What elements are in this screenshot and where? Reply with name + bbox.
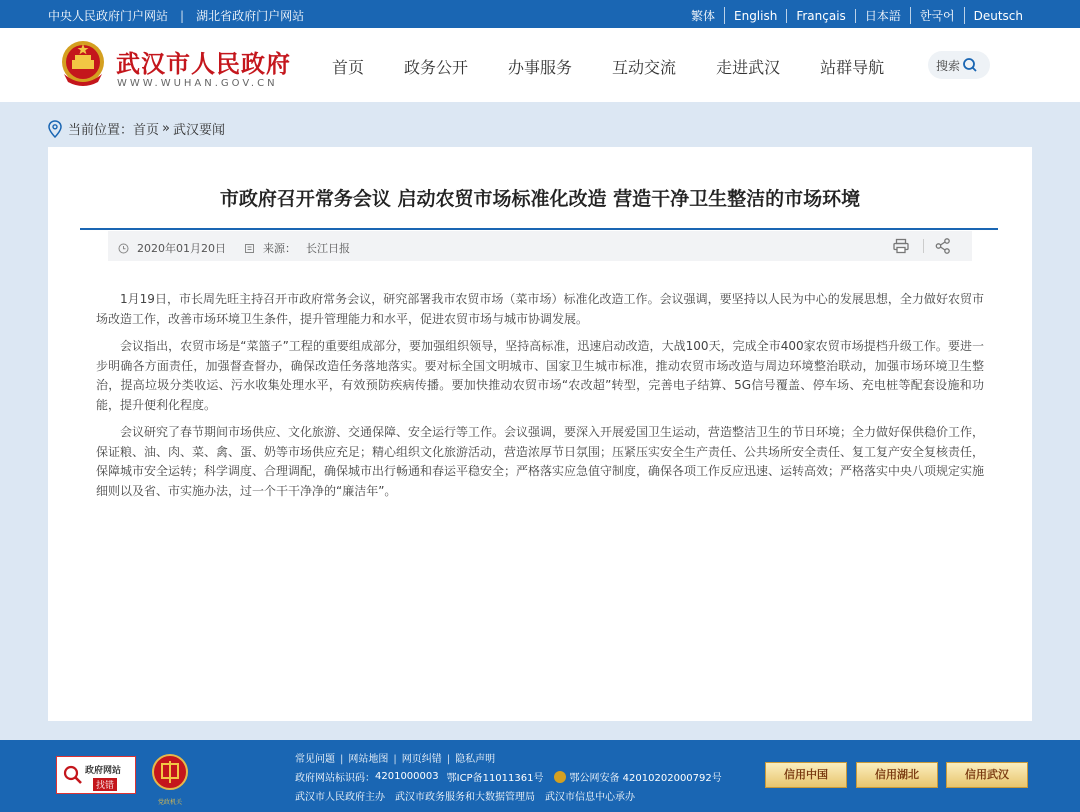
divider: |: [180, 8, 185, 23]
breadcrumb: [48, 119, 225, 138]
host-org: 武汉市人民政府主办: [295, 792, 385, 803]
link-central-gov[interactable]: 中央人民政府门户网站: [48, 9, 169, 23]
undertaker-org: 武汉市信息中心承办: [545, 792, 635, 803]
nav-about-wuhan[interactable]: 走进武汉: [716, 58, 781, 77]
site-id: 4201000003: [375, 771, 439, 782]
article-paragraph: 会议指出，农贸市场是“菜篮子”工程的重要组成部分，要加强组织领导，坚持高标准，迅速启动改造，大战100天，完成全市400家农贸市场提档升级工作。要进一步明确各方面责任，加强督查督办，确保改造任务落地落实。要对标全国文明城市、国家卫生城市标准，推动农贸市场改造与周边环境整治联动，加强市场环境卫生整治，提高垃圾分类收运、污水收集处理水平，有效预防疾病传播。要加快推动农贸市场“农改超”转型，完善电子结算、5G信号覆盖、停车场、充电桩等配套设施和功能，提升便利化程度。: [96, 339, 984, 412]
meta-divider: [923, 239, 924, 253]
breadcrumb-label: 当前位置：: [68, 123, 134, 138]
footer-host: [295, 788, 645, 803]
breadcrumb-separator: »: [162, 121, 170, 136]
police-number[interactable]: 鄂公网安备 42010202000792号: [569, 773, 722, 784]
lang-german[interactable]: Deutsch: [973, 8, 1023, 23]
search-input[interactable]: [928, 51, 990, 79]
nav-site-group[interactable]: 站群导航: [820, 58, 885, 77]
language-switcher: [682, 7, 1032, 24]
nav-home[interactable]: 首页: [332, 58, 365, 77]
print-icon[interactable]: [892, 237, 910, 255]
search-placeholder: 搜索: [936, 58, 961, 73]
footer-registration: [295, 769, 730, 784]
site-domain: WWW.WUHAN.GOV.CN: [117, 78, 278, 89]
top-bar: [0, 0, 1080, 28]
police-badge-icon: [554, 771, 566, 783]
site-name[interactable]: 武汉市人民政府: [116, 49, 291, 78]
nav-services[interactable]: 办事服务: [508, 58, 573, 77]
footer-link-report-error[interactable]: 网页纠错 |: [402, 750, 455, 765]
footer-link-privacy[interactable]: 隐私声明: [455, 754, 496, 765]
lang-traditional[interactable]: 繁体: [682, 7, 725, 24]
party-badge-label: 党政机关: [157, 799, 182, 806]
magnifier-icon: [63, 765, 83, 785]
lang-korean[interactable]: 한국어: [911, 7, 965, 24]
footer-link-sitemap[interactable]: 网站地图 |: [348, 750, 401, 765]
search-icon[interactable]: [962, 57, 978, 73]
article-body: [96, 290, 984, 509]
footer-links: [295, 750, 495, 765]
source-label: 来源：: [263, 242, 296, 255]
site-id-label: 政府网站标识码：: [295, 773, 375, 784]
clock-icon: [118, 243, 129, 254]
party-gov-badge-icon[interactable]: [151, 753, 189, 797]
badge-line1: 政府网站: [85, 766, 122, 776]
title-divider: [80, 228, 998, 230]
article-paragraph: 会议研究了春节期间市场供应、文化旅游、交通保障、安全运行等工作。会议强调，要深入开展爱国卫生运动，营造整洁卫生的节日环境；全力做好保供稳价工作，保证粮、油、肉、菜、禽、蛋、奶等市场供应充足；精心组织文化旅游活动，营造浓厚节日氛围；压紧压实安全生产责任、公共场所安全责任、复工复产安全复核责任，保障城市安全运转；科学调度、合理调配，确保城市出行畅通和春运平稳安全；严格落实应急值守制度，确保各项工作反应迅速、运转高效；严格落实中央八项规定实施细则以及省、市实施办法，过一个干干净净的“廉洁年”。: [96, 425, 985, 498]
gov-site-error-badge[interactable]: [56, 756, 136, 794]
article-card: [48, 147, 1032, 721]
article-meta-bar: [108, 231, 972, 261]
share-icon[interactable]: [934, 237, 952, 255]
breadcrumb-section[interactable]: 武汉要闻: [173, 123, 226, 138]
main-nav: [332, 55, 924, 78]
credit-wuhan-banner[interactable]: 信用武汉: [946, 762, 1028, 788]
lang-french[interactable]: Français: [787, 9, 855, 23]
location-pin-icon: [48, 120, 62, 138]
breadcrumb-home[interactable]: 首页: [133, 123, 160, 138]
site-footer: [0, 740, 1080, 812]
article-title: 市政府召开常务会议 启动农贸市场标准化改造 营造干净卫生整洁的市场环境: [219, 188, 861, 210]
article-date: 2020年01月20日: [137, 242, 226, 255]
icp-number[interactable]: 鄂ICP备11011361号: [446, 773, 544, 784]
article-paragraph: 1月19日，市长周先旺主持召开市政府常务会议，研究部署我市农贸市场（菜市场）标准化改造工作。会议强调，要坚持以人民为中心的发展思想，全力做好农贸市场改造工作，改善市场环境卫生条件，提升管理能力和水平，促进农贸市场与城市协调发展。: [96, 292, 984, 326]
badge-line2: 找错: [93, 778, 117, 791]
lang-japanese[interactable]: 日本語: [856, 7, 911, 24]
footer-link-faq[interactable]: 常见问题 |: [295, 750, 348, 765]
lang-english[interactable]: English: [725, 9, 787, 23]
link-hubei-gov[interactable]: 湖北省政府门户网站: [196, 9, 305, 23]
site-header: [0, 28, 1080, 102]
manager-org: 武汉市政务服务和大数据管理局: [395, 792, 535, 803]
source-icon: [244, 243, 255, 254]
nav-interaction[interactable]: 互动交流: [612, 58, 677, 77]
nav-gov-affairs[interactable]: 政务公开: [404, 58, 469, 77]
article-source: 长江日报: [306, 242, 350, 255]
national-emblem-icon[interactable]: [58, 38, 108, 90]
credit-china-banner[interactable]: 信用中国: [765, 762, 847, 788]
credit-hubei-banner[interactable]: 信用湖北: [856, 762, 938, 788]
